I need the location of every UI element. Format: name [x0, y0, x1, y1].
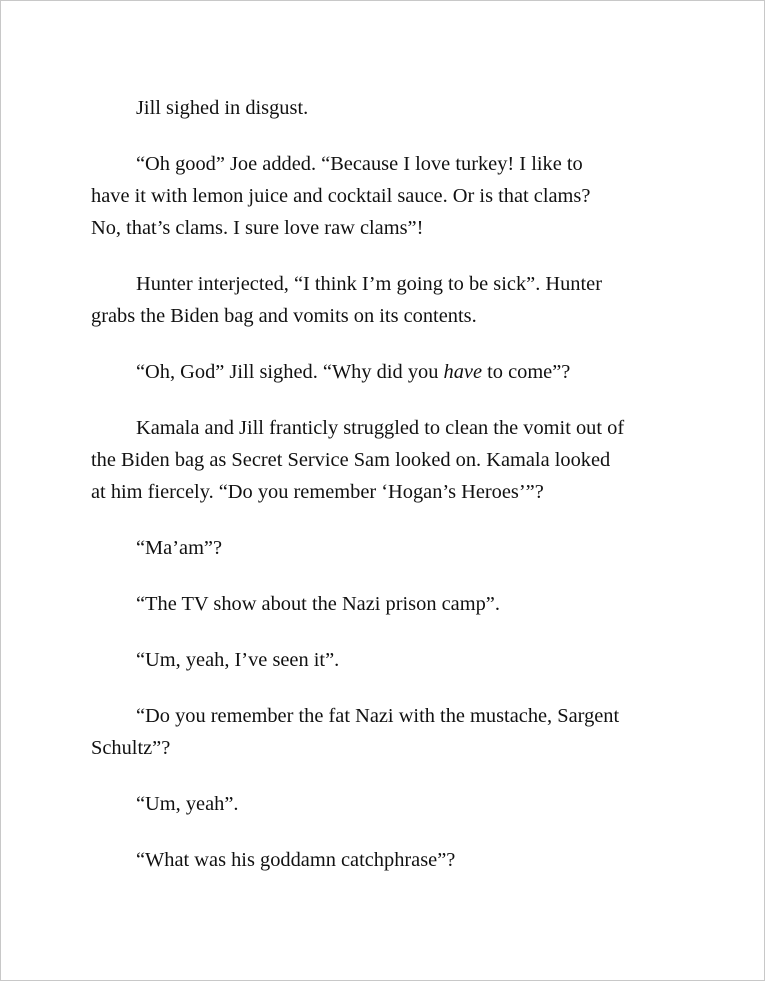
text-line: Jill sighed in disgust. — [136, 97, 309, 119]
text-line: “Oh good” Joe added. “Because I love turkey! I like to — [136, 153, 583, 175]
text-line: “What was his goddamn catchphrase”? — [136, 849, 456, 871]
text-line: Kamala and Jill franticly struggled to clean the vomit out of — [136, 417, 625, 439]
text-line: at him fiercely. “Do you remember ‘Hogan’s Heroes’”? — [91, 481, 544, 503]
paragraph — [91, 644, 691, 676]
paragraph — [91, 268, 691, 332]
text-line: “Um, yeah”. — [136, 793, 239, 815]
text-line: No, that’s clams. I sure love raw clams”! — [91, 217, 424, 239]
text-line: Hunter interjected, “I think I’m going to be sick”. Hunter — [136, 273, 603, 295]
paragraph — [91, 356, 691, 388]
paragraph — [91, 844, 691, 876]
text-line: “The TV show about the Nazi prison camp”. — [136, 593, 500, 615]
text-line: “Ma’am”? — [136, 537, 223, 559]
text-run: “Oh, God” Jill sighed. “Why did you — [136, 361, 444, 383]
paragraph — [91, 92, 691, 124]
text-line: “Do you remember the fat Nazi with the mustache, Sargent — [136, 705, 620, 727]
paragraph — [91, 588, 691, 620]
text-line: have it with lemon juice and cocktail sauce. Or is that clams? — [91, 185, 591, 207]
text-run: to come”? — [482, 361, 571, 383]
text-line — [91, 356, 691, 388]
paragraph — [91, 532, 691, 564]
paragraph — [91, 412, 691, 508]
text-line: the Biden bag as Secret Service Sam looked on. Kamala looked — [91, 449, 611, 471]
document-body — [91, 92, 691, 900]
paragraph — [91, 788, 691, 820]
paragraph — [91, 148, 691, 244]
text-line: Schultz”? — [91, 737, 171, 759]
emphasis-text: have — [443, 361, 483, 383]
text-line: grabs the Biden bag and vomits on its contents. — [91, 305, 477, 327]
text-line: “Um, yeah, I’ve seen it”. — [136, 649, 340, 671]
paragraph — [91, 700, 691, 764]
